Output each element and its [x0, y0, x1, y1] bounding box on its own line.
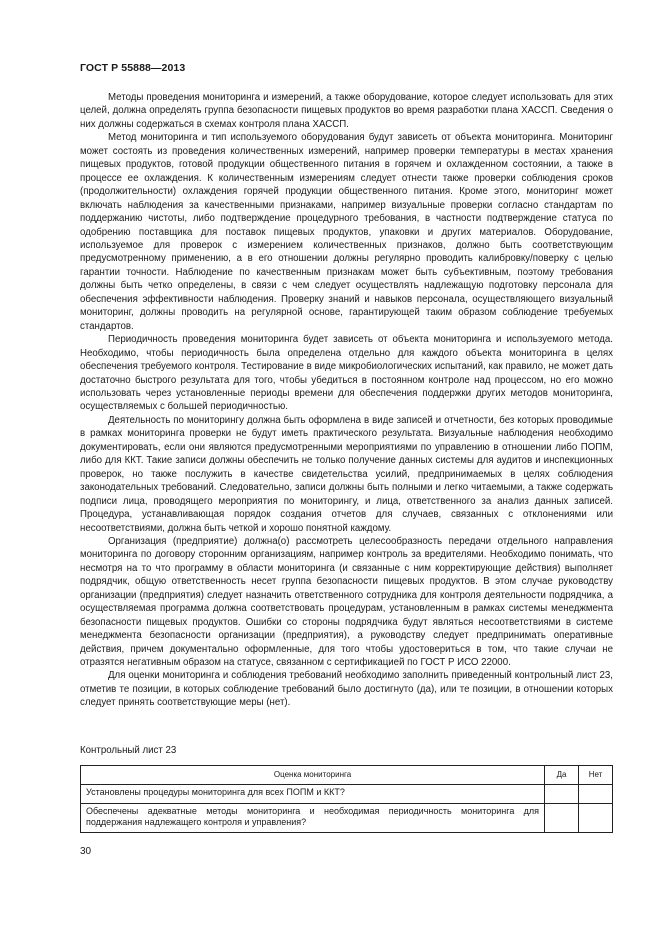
paragraph: Методы проведения мониторинга и измерений, а также оборудование, которое следует использовать для этих целей, должна определять группа безопасности пищевых продуктов во время разработки плана ХАССП. Сведения о них должны содержаться в схемах контроля плана ХАССП.	[80, 92, 613, 130]
document-header: ГОСТ Р 55888—2013	[80, 62, 186, 74]
page-number: 30	[80, 846, 92, 857]
checklist-title: Контрольный лист 23	[80, 745, 177, 756]
checklist-question: Обеспечены адекватные методы мониторинга и необходимая периодичность мониторинга для поддержания надлежащего контроля и управления?	[81, 803, 545, 832]
checklist-no-cell[interactable]	[579, 784, 613, 803]
paragraph: Деятельность по мониторингу должна быть оформлена в виде записей и отчетности, без которых проводимые в рамках мониторинга проверки не будут иметь практического результата. Визуальные наблюдения необходимо документировать, если они являются предусмотренными мероприятиями по управлению в отношении либо ПОПМ, либо для ККТ. Такие записи должны обеспечить не только получение данных системы для аудитов и инспекционных проверок, но также послужить в качестве свидетельства усилий, предпринимаемых в целях соблюдения законодательных требований. Следовательно, записи должны быть полными и легко читаемыми, а также содержать подписи лица, проводящего мероприятия по мониторингу, и лица, ответственного за анализ данных записей. Процедура, устанавливающая порядок создания отчетов для случаев, связанных с отклонениями или несоответствиями, должна быть четкой и хорошо понятной каждому.	[80, 414, 613, 534]
column-header-assessment: Оценка мониторинга	[81, 766, 545, 785]
table-row	[81, 784, 613, 803]
paragraph: Периодичность проведения мониторинга будет зависеть от объекта мониторинга и используемого метода. Необходимо, чтобы периодичность была определена отдельно для каждого объекта мониторинга в целях обеспечения требуемого контроля. Тестирование в виде микробиологических испытаний, как правило, не может дать достаточно быстрого результата для того, чтобы убедиться в постоянном контроле над процессом, но его можно использовать через установленные периоды времени для обеспечения поддержки других методов мониторинга, осуществляемых с большей периодичностью.	[80, 334, 613, 413]
checklist-yes-cell[interactable]	[545, 803, 579, 832]
checklist-no-cell[interactable]	[579, 803, 613, 832]
table-row	[81, 803, 613, 832]
column-header-no: Нет	[579, 766, 613, 785]
paragraph: Для оценки мониторинга и соблюдения требований необходимо заполнить приведенный контрольный лист 23, отметив те позиции, в которых соблюдение требований было достигнуто (да), или те позиции, в отношении которых следует принять соответствующие меры (нет).	[80, 670, 613, 709]
column-header-yes: Да	[545, 766, 579, 785]
paragraph: Метод мониторинга и тип используемого оборудования будут зависеть от объекта мониторинга. Мониторинг может состоять из проведения количественных измерений, например проверки температуры в местах хранения пищевых продуктов, готовой продукции общественного питания в горячем и охлажденном состоянии, а также в процессе ее охлаждения. К количественным измерениям следует отнести также проверки соблюдения сроков (продолжительности) охлаждения горячей продукции общественного питания. Кроме этого, мониторинг может включать наблюдения за качественными признаками, например визуальные проверки согласно стандартам по поддержанию чистоты, либо подтверждение процедурного требования, в частности подтверждение статуса по одобрению поставщика для поставок пищевых продуктов, упаковки и других материалов. Оборудование, используемое для проверок с измерением количественных признаков, должно быть соответствующим предусмотренному применению, а в его отношении должны регулярно проводить калибровку/поверку с целью гарантии точности. Наблюдение по качественным признакам может быть субъективным, поэтому требования должны быть четко определены, в связи с чем следует осуществлять надлежащую подготовку персонала для обеспечения эффективности наблюдения. Проверку знаний и навыков персонала, осуществляющего визуальный мониторинг, должны проводить на регулярной основе, гарантирующей таким образом соблюдение требуемых стандартов.	[80, 132, 613, 332]
checklist-yes-cell[interactable]	[545, 784, 579, 803]
body-text	[80, 91, 613, 710]
paragraph: Организация (предприятие) должна(о) рассмотреть целесообразность передачи отдельного направления мониторинга по договору сторонним организациям, например контроль за вредителями. Необходимо понимать, что несмотря на то что программу в области мониторинга (и связанные с ним корректирующие действия) выполняет подрядчик, общую ответственность несет группа безопасности пищевых продуктов. В этом случае руководству организации (предприятия) следует назначить ответственного сотрудника для контроля деятельности подрядчика, а осуществляемая программа должна соответствовать процедурам, установленным в рамках системы менеджмента безопасности пищевых продуктов. Ошибки со стороны подрядчика будут являться несоответствиями в системе менеджмента безопасности организации (предприятия), а руководству следует предпринимать оперативные действия, причем документально оформленные, для того чтобы удостовериться в том, что такие случаи не отразятся негативным образом на статусе, связанном с сертификацией по ГОСТ Р ИСО 22000.	[80, 535, 613, 669]
checklist-table	[80, 765, 613, 833]
checklist-question: Установлены процедуры мониторинга для всех ПОПМ и ККТ?	[81, 784, 545, 803]
checklist-header-row	[81, 766, 613, 785]
